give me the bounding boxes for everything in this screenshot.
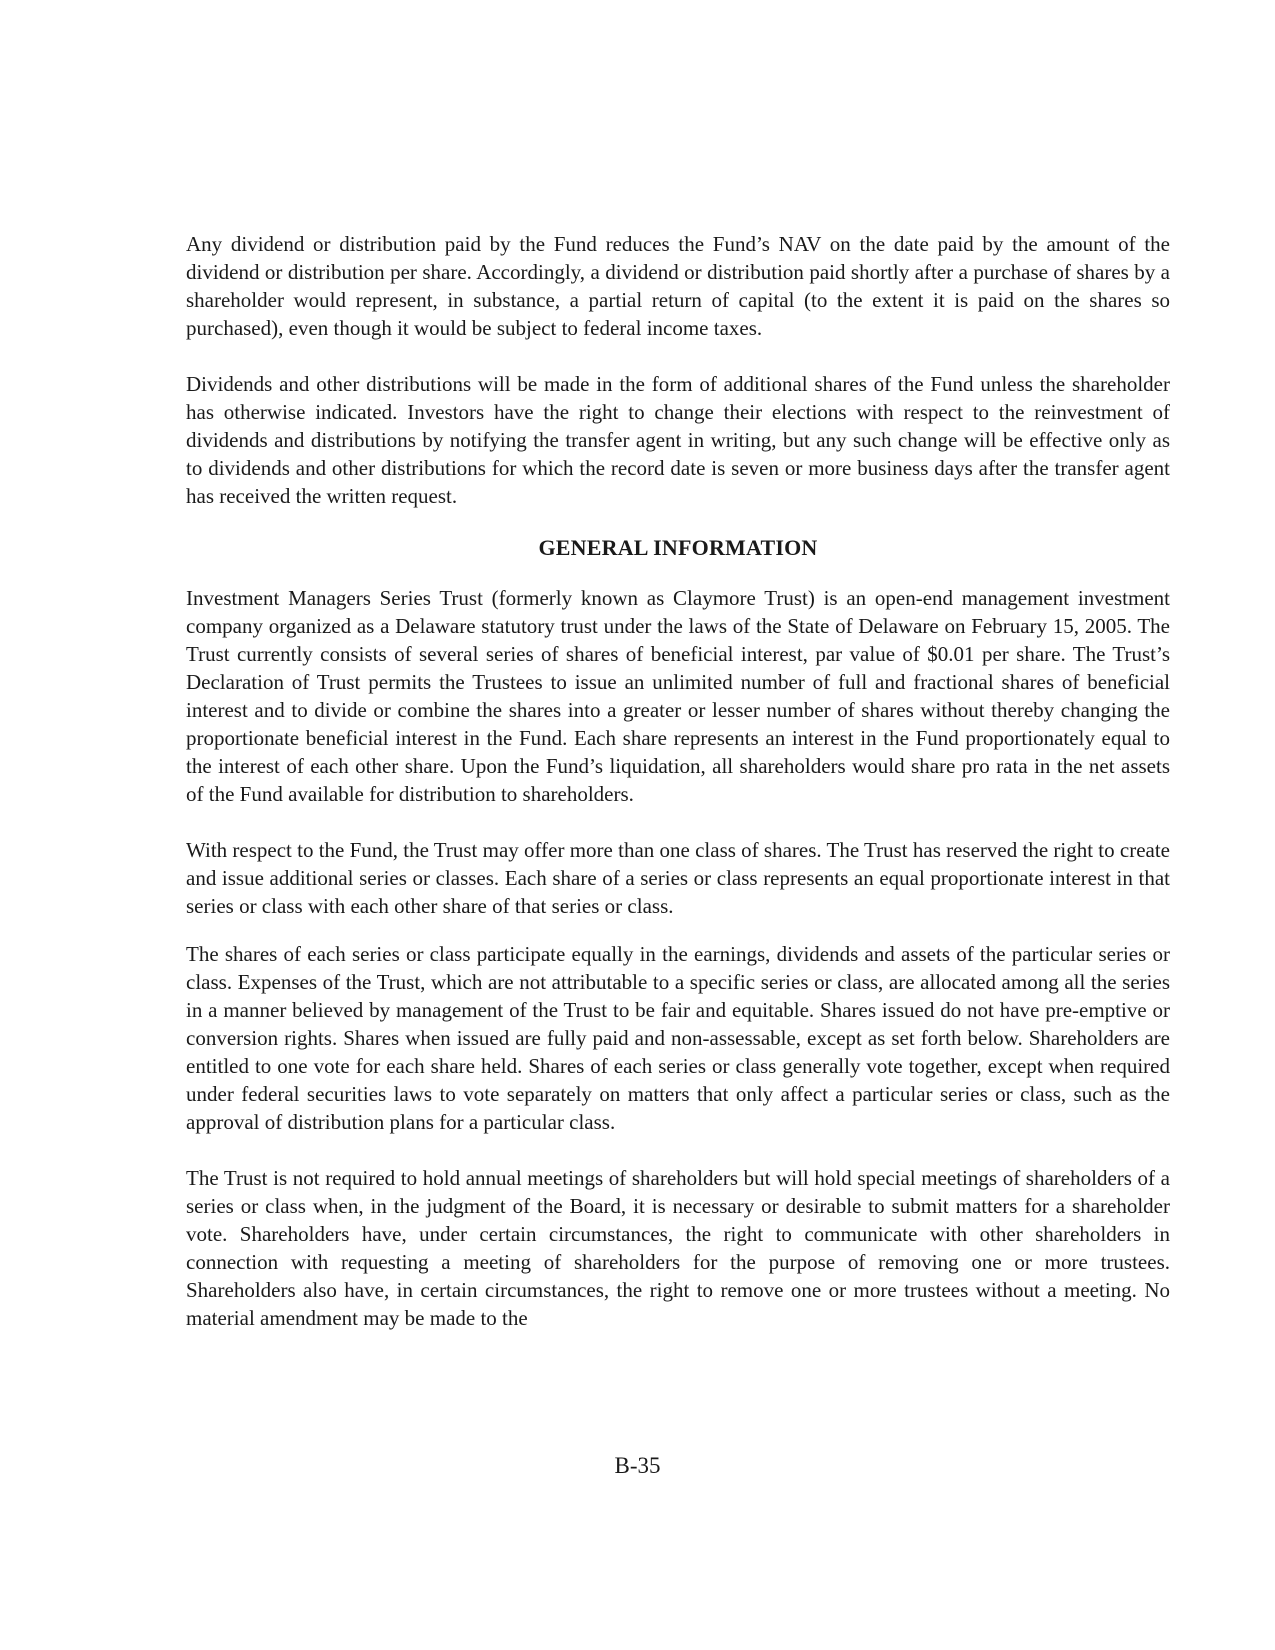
paragraph-share-classes: With respect to the Fund, the Trust may offer more than one class of shares. The Trust has reserved the right to create and issue additional series or classes. Each share of a series or class represents an equal proportionate interest in that series or class with each other share of that series or class.	[186, 838, 1170, 918]
section-heading: GENERAL INFORMATION	[538, 535, 818, 560]
paragraph-distribution-reinvestment: Dividends and other distributions will be made in the form of additional shares of the Fund unless the shareholder has otherwise indicated. Investors have the right to change their elections with respect to the reinvestment of dividends and distributions by notifying the transfer agent in writing, but any such change will be effective only as to dividends and other distributions for which the record date is seven or more business days after the transfer agent has received the written request.	[186, 372, 1170, 508]
page-body	[186, 230, 1170, 1332]
paragraph-share-rights: The shares of each series or class participate equally in the earnings, dividends and assets of the particular series or class. Expenses of the Trust, which are not attributable to a specific series or class, are allocated among all the series in a manner believed by management of the Trust to be fair and equitable. Shares issued do not have pre-emptive or conversion rights. Shares when issued are fully paid and non-assessable, except as set forth below. Shareholders are entitled to one vote for each share held. Shares of each series or class generally vote together, except when required under federal securities laws to vote separately on matters that only affect a particular series or class, such as the approval of distribution plans for a particular class.	[186, 942, 1170, 1134]
page-number: B-35	[614, 1453, 661, 1478]
paragraph-trust-organization: Investment Managers Series Trust (formerly known as Claymore Trust) is an open-end management investment company organized as a Delaware statutory trust under the laws of the State of Delaware on February 15, 2005. The Trust currently consists of several series of shares of beneficial interest, par value of $0.01 per share. The Trust’s Declaration of Trust permits the Trustees to issue an unlimited number of full and fractional shares of beneficial interest and to divide or combine the shares into a greater or lesser number of shares without thereby changing the proportionate beneficial interest in the Fund. Each share represents an interest in the Fund proportionately equal to the interest of each other share. Upon the Fund’s liquidation, all shareholders would share pro rata in the net assets of the Fund available for distribution to shareholders.	[186, 586, 1170, 806]
paragraph-shareholder-meetings: The Trust is not required to hold annual meetings of shareholders but will hold special meetings of shareholders of a series or class when, in the judgment of the Board, it is necessary or desirable to submit matters for a shareholder vote. Shareholders have, under certain circumstances, the right to communicate with other shareholders in connection with requesting a meeting of shareholders for the purpose of removing one or more trustees. Shareholders also have, in certain circumstances, the right to remove one or more trustees without a meeting. No material amendment may be made to the	[186, 1166, 1170, 1330]
paragraph-dividend-nav: Any dividend or distribution paid by the Fund reduces the Fund’s NAV on the date paid by the amount of the dividend or distribution per share. Accordingly, a dividend or distribution paid shortly after a purchase of shares by a shareholder would represent, in substance, a partial return of capital (to the extent it is paid on the shares so purchased), even though it would be subject to federal income taxes.	[186, 232, 1170, 340]
